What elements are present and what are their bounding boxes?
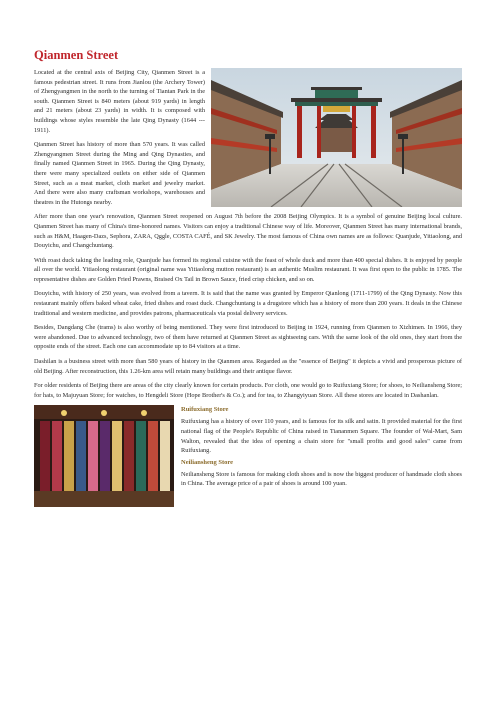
qianmen-street-photo: [211, 68, 462, 207]
silk-store-photo: [34, 405, 174, 507]
store-description: Neiliansheng Store is famous for making cloth shoes and is now the biggest producer of handmade cloth shoes in China. The average price of a pair of shoes is around 100 yuan.: [181, 470, 462, 488]
page-title: Qianmen Street: [34, 48, 119, 62]
paragraph: Qianmen Street has history of more than 570 years. It was called Zhengyangmen Street during the Ming and Qing Dynasties, and finally named Qianmen Street in 1965. During the Qing Dynasty, there were many specialized outlets on either side of Qianmen Street, such as a meat market, cloth market and jewelry market. And there were also many craftsman workshops, warehouses and theatres in the Hutongs nearby.: [34, 141, 205, 206]
paragraph: For older residents of Beijing there are areas of the city clearly known for certain products. For cloth, one would go to Ruifuxiang Store; for shoes, to Neiliansheng Store; for hats, to Majuyuan Store; for watches, to Hengdeli Store (Hope Brother's & Co.); and for tea, to Zhangyiyuan Store. All these stores are located in Dashanlan.: [34, 382, 462, 399]
paragraph: Douyichu, with history of 250 years, was evolved from a tavern. It is said that the name was granted by Emperor Qianlong (1711-1799) of the Qing Dynasty. Now this restaurant mainly offers baked wheat cake, fried dishes and roast duck. Changchuntang is a drugstore which has a history of more than 200 years. It deals in the Chinese traditional and western medicine, and provides patrons, pharmaceuticals via postal delivery services.: [34, 290, 462, 317]
paragraph: Dashilan is a business street with more than 580 years of history in the Qianmen area. Regarded as the "essence of Beijing" it depicts a vivid and prosperous picture of old Beijing. After reconstruction, this 1.26-km area will retain many buildings and their antique flavor.: [34, 358, 462, 375]
store-heading: Ruifuxiang Store: [181, 406, 229, 414]
paragraph: With roast duck taking the leading role, Quanjude has formed its regional cuisine with the feast of whole duck and more than 400 special dishes. It is enjoyed by people all over the world. Yitiaolong restaurant (original name was Yitiaolong mutton restaurant) is an authentic Muslim restaurant. It was first open to the public in 1785. The representative dishes are Golden Fried Prawns, Braised Ox Tail in Brown Sauce, fried crisp chicken, and so on.: [34, 256, 462, 283]
paragraph: After more than one year's renovation, Qianmen Street reopened on August 7th before the 2008 Beijing Olympics. It is a symbol of genuine Beijing local culture. Qianmen Street has many of China's time-honored names. Visitors can enjoy a traditional Chinese way of life. Moreover, Qianmen Street has many international brands, such as H&M, Haagen-Dazs, Sephora, ZARA, Qggle, COSTA CAFÉ, and SK Jewelry. The most famous of China own names are as follows: Quanjude, Yitiaolong, and Douyichu, and Changchuntang.: [34, 213, 462, 250]
store-heading: Neiliansheng Store: [181, 458, 234, 466]
document-page: [34, 48, 462, 509]
paragraph: Located at the central axis of Beijing City, Qianmen Street is a famous pedestrian street. It runs from Jianlou (the Archery Tower) of Zhengyangmen in the north to the turning of Tiantan Park in the south. Qianmen Street is 840 meters (about 919 yards) in length and 21 meters (about 23 yards) in width. It is composed with buildings whose styles resemble the late Qing Dynasty (1644 --- 1911).: [34, 69, 205, 134]
store-description: Ruifuxiang has a history of over 110 years, and is famous for its silk and satin. It provided material for the first national flag of the People's Republic of China raised in Tiananmen Square. The founder of Wal-Mart, Sam Walton, revealed that the idea of opening a chain store for "small profits and good sales" came from Ruifuxiang.: [181, 418, 462, 455]
paragraph: Besides, Dangdang Che (trams) is also worthy of being mentioned. They were first introduced to Beijing in 1924, running from Qianmen to Xizhimen. In 1966, they were abandoned. Due to advanced technology, two of them have returned at Qianmen Street as sightseeing cars. With the same look of the old ones, they start from the opposite ends of the street. Each one can accommodate up to 84 visitors at a time.: [34, 324, 462, 351]
